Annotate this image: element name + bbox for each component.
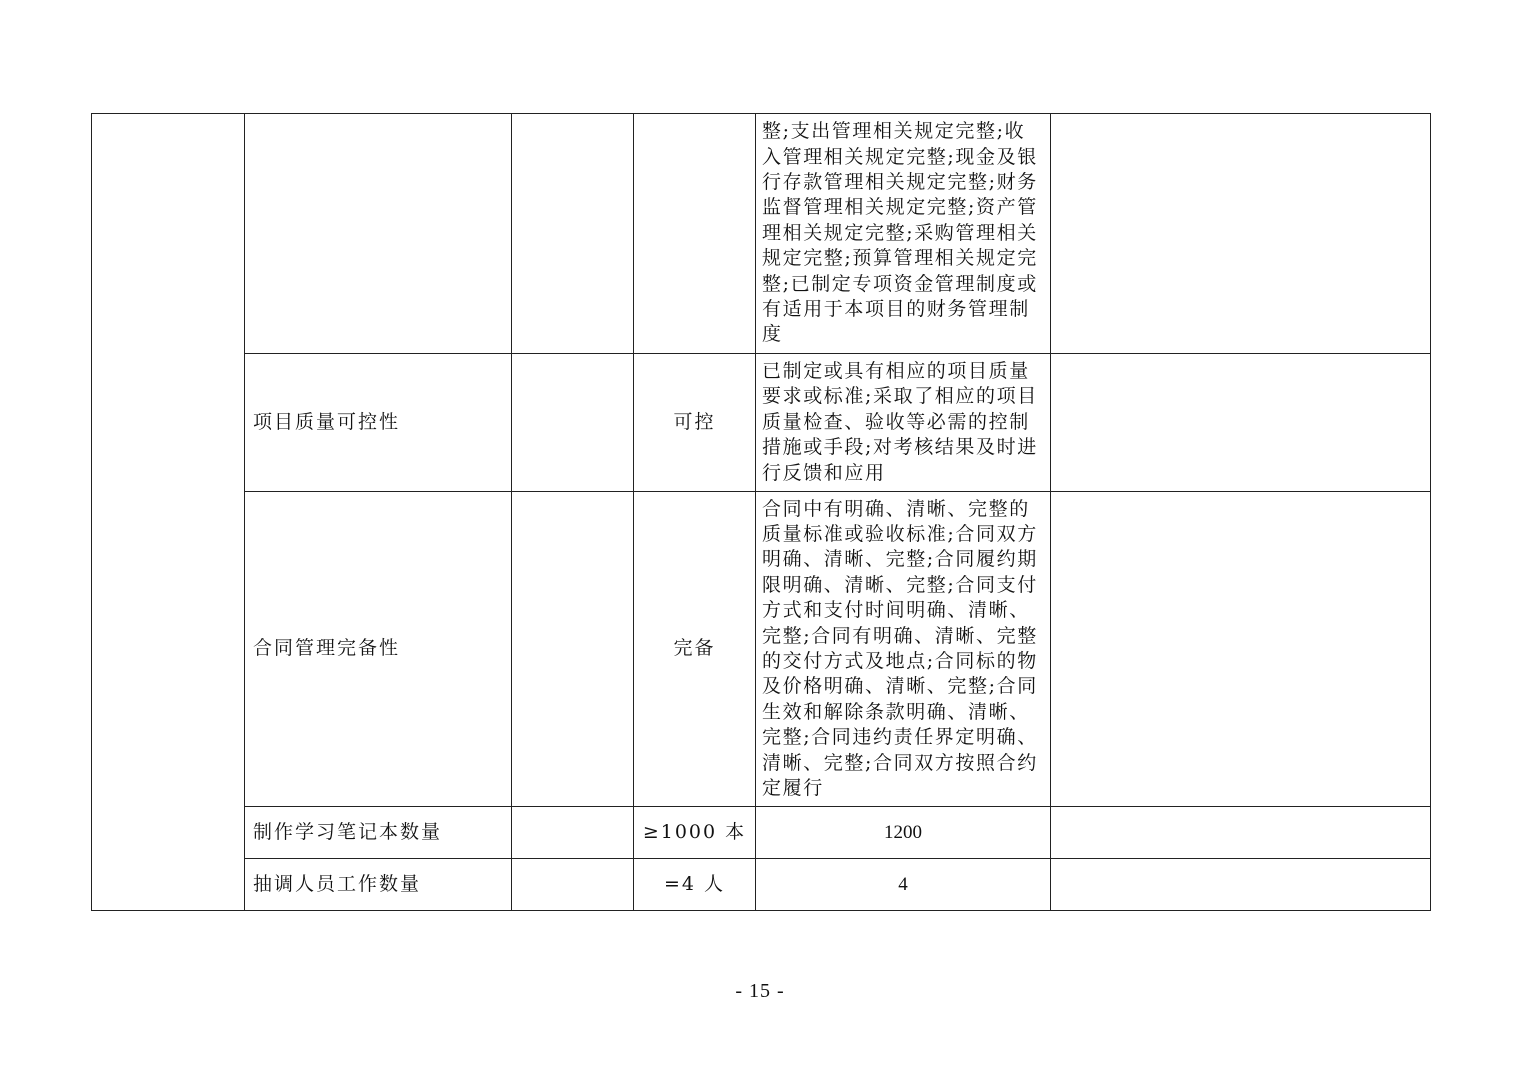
weight-cell <box>512 114 634 354</box>
indicator-name-cell: 制作学习笔记本数量 <box>245 807 512 859</box>
indicator-table-container <box>91 113 1430 911</box>
actual-completion-cell: 合同中有明确、清晰、完整的质量标准或验收标准;合同双方明确、清晰、完整;合同履约期限明确、清晰、完整;合同支付方式和支付时间明确、清晰、完整;合同有明确、清晰、完整的交付方式及地点;合同标的物及价格明确、清晰、完整;合同生效和解除条款明确、清晰、完整;合同违约责任界定明确、清晰、完整;合同双方按照合约定履行 <box>756 492 1051 807</box>
actual-completion-cell: 1200 <box>756 807 1051 859</box>
target-value-cell: ≥1000 本 <box>634 807 756 859</box>
indicator-name-cell: 合同管理完备性 <box>245 492 512 807</box>
score-cell <box>1051 354 1431 492</box>
actual-completion-cell: 4 <box>756 859 1051 911</box>
category-cell <box>92 114 245 911</box>
indicator-name-cell: 抽调人员工作数量 <box>245 859 512 911</box>
table-row <box>92 354 1431 492</box>
table-row <box>92 114 1431 354</box>
actual-completion-cell: 整;支出管理相关规定完整;收入管理相关规定完整;现金及银行存款管理相关规定完整;财务监督管理相关规定完整;资产管理相关规定完整;采购管理相关规定完整;预算管理相关规定完整;已制定专项资金管理制度或有适用于本项目的财务管理制度 <box>756 114 1051 354</box>
weight-cell <box>512 492 634 807</box>
target-value-cell: 可控 <box>634 354 756 492</box>
weight-cell <box>512 807 634 859</box>
score-cell <box>1051 807 1431 859</box>
weight-cell <box>512 859 634 911</box>
target-value-cell: =4 人 <box>634 859 756 911</box>
table-row <box>92 859 1431 911</box>
score-cell <box>1051 859 1431 911</box>
indicator-name-cell: 项目质量可控性 <box>245 354 512 492</box>
score-cell <box>1051 492 1431 807</box>
actual-completion-cell: 已制定或具有相应的项目质量要求或标准;采取了相应的项目质量检查、验收等必需的控制措施或手段;对考核结果及时进行反馈和应用 <box>756 354 1051 492</box>
indicator-name-cell <box>245 114 512 354</box>
target-value-cell: 完备 <box>634 492 756 807</box>
table-row <box>92 492 1431 807</box>
indicator-table <box>91 113 1431 911</box>
target-value-cell <box>634 114 756 354</box>
page-number: - 15 - <box>735 980 785 1002</box>
table-row <box>92 807 1431 859</box>
weight-cell <box>512 354 634 492</box>
score-cell <box>1051 114 1431 354</box>
